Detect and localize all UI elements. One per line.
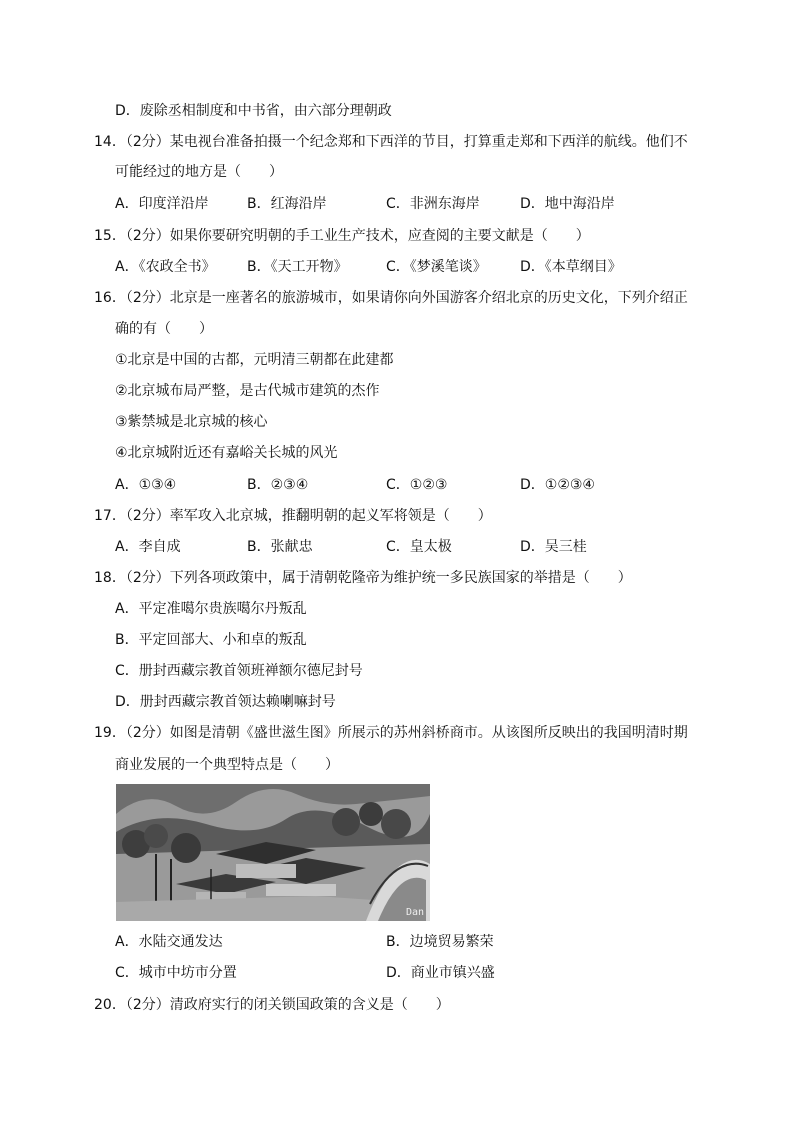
q15-option-b: B．《天工开物》 [247, 259, 348, 275]
q18-stem-line1: 18．（2分）下列各项政策中，属于清朝乾隆帝为维护统一多民族国家的举措是（ ） [94, 570, 632, 586]
q14-option-a: A．印度洋沿岸 [115, 196, 209, 212]
q16-item-1: ①北京是中国的古都，元明清三朝都在此建都 [115, 352, 394, 368]
suzhou-market-painting [116, 784, 430, 921]
q19-option-a: A．水陆交通发达 [115, 934, 223, 950]
q14-stem-line2: 可能经过的地方是（ ） [115, 164, 283, 180]
q17-option-b: B．张献忠 [247, 539, 313, 555]
q17-option-a: A．李自成 [115, 539, 181, 555]
q14-option-b: B．红海沿岸 [247, 196, 327, 212]
q16-option-c: C．①②③ [386, 477, 448, 493]
q13-option-d: D．废除丞相制度和中书省，由六部分理朝政 [115, 103, 392, 119]
q15-option-d: D．《本草纲目》 [520, 259, 622, 275]
q16-option-b: B．②③④ [247, 477, 309, 493]
q17-stem-line1: 17．（2分）率军攻入北京城，推翻明朝的起义军将领是（ ） [94, 508, 492, 524]
q16-option-d: D．①②③④ [520, 477, 595, 493]
image-watermark: Dan [405, 907, 424, 918]
q19-option-d: D．商业市镇兴盛 [386, 965, 495, 981]
q19-option-c: C．城市中坊市分置 [115, 965, 237, 981]
q16-item-3: ③紫禁城是北京城的核心 [115, 414, 268, 430]
q14-option-d: D．地中海沿岸 [520, 196, 615, 212]
q16-item-4: ④北京城附近还有嘉峪关长城的风光 [115, 445, 338, 461]
q19-stem-line1: 19．（2分）如图是清朝《盛世滋生图》所展示的苏州斜桥商市。从该图所反映出的我国明清时期 [94, 725, 688, 741]
q18-option-b: B．平定回部大、小和卓的叛乱 [115, 632, 307, 648]
q20-stem-line1: 20．（2分）清政府实行的闭关锁国政策的含义是（ ） [94, 997, 450, 1013]
q18-option-a: A．平定准噶尔贵族噶尔丹叛乱 [115, 601, 307, 617]
q16-stem-line1: 16．（2分）北京是一座著名的旅游城市，如果请你向外国游客介绍北京的历史文化，下列介绍正 [94, 290, 688, 306]
q16-option-a: A．①③④ [115, 477, 177, 493]
q14-option-c: C．非洲东海岸 [386, 196, 480, 212]
q16-item-2: ②北京城布局严整，是古代城市建筑的杰作 [115, 383, 380, 399]
q17-option-c: C．皇太极 [386, 539, 452, 555]
painting-drawing [116, 784, 430, 921]
q15-stem-line1: 15．（2分）如果你要研究明朝的手工业生产技术，应查阅的主要文献是（ ） [94, 228, 590, 244]
q19-option-b: B．边境贸易繁荣 [386, 934, 494, 950]
q15-option-a: A．《农政全书》 [115, 259, 216, 275]
q18-option-c: C．册封西藏宗教首领班禅额尔德尼封号 [115, 663, 363, 679]
q16-stem-line2: 确的有（ ） [115, 321, 213, 337]
q19-stem-line2: 商业发展的一个典型特点是（ ） [115, 757, 339, 773]
q15-option-c: C．《梦溪笔谈》 [386, 259, 487, 275]
q14-stem-line1: 14．（2分）某电视台准备拍摄一个纪念郑和下西洋的节目，打算重走郑和下西洋的航线。他们不 [94, 134, 688, 150]
q18-option-d: D．册封西藏宗教首领达赖喇嘛封号 [115, 694, 336, 710]
q17-option-d: D．吴三桂 [520, 539, 587, 555]
